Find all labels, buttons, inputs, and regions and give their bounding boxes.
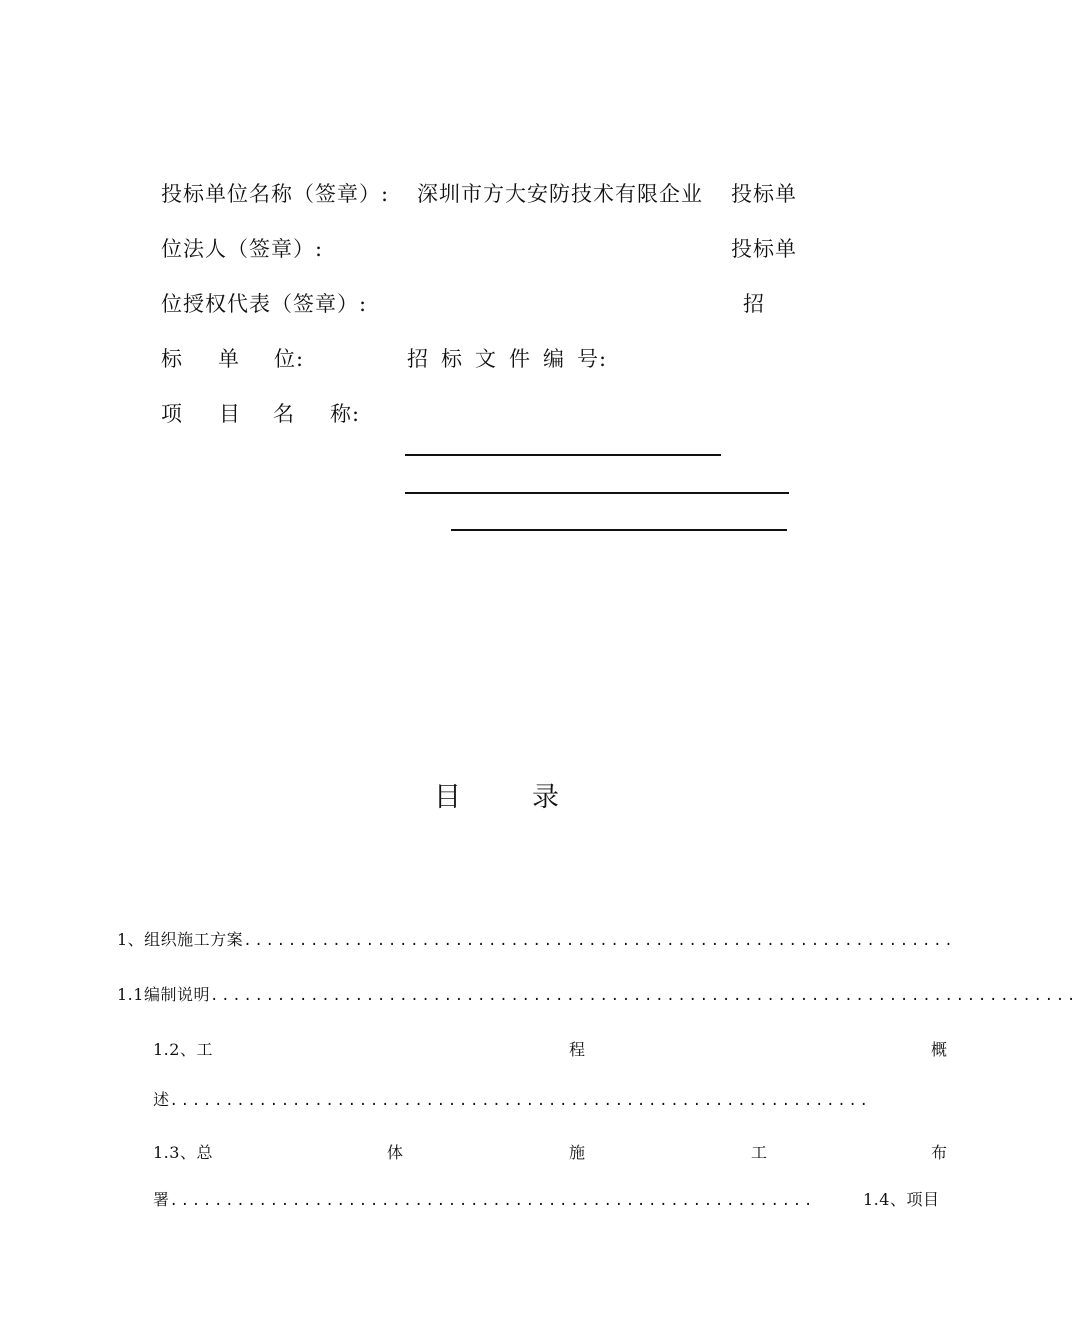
toc-entry-text: 1.2、工 <box>153 1040 213 1059</box>
bidder-legal-label-start: 投标单 <box>731 182 797 206</box>
tender-doc-no-char: 标 <box>441 347 463 371</box>
toc-entry-text: 施 <box>569 1143 586 1162</box>
blank-underline <box>451 529 787 531</box>
toc-entry-text: 概 <box>931 1040 948 1059</box>
toc-leader-dots: .......................................................... <box>169 1193 815 1209</box>
toc-entry-continuation <box>153 1192 857 1208</box>
bidder-rep-label-start: 投标单 <box>731 237 797 261</box>
blank-underline <box>405 492 789 494</box>
tender-doc-no-char: 编 <box>543 347 565 371</box>
tender-doc-no-char: 招 <box>407 347 429 371</box>
toc-leader-dots: ................................................................ <box>243 933 956 949</box>
bidder-rep-label: 位授权代表（签章）: <box>161 292 368 316</box>
toc-entry-continuation <box>153 1092 933 1108</box>
bidder-name-label: 投标单位名称（签章）: <box>161 182 390 206</box>
toc-leader-dots: ............................................................... <box>169 1093 871 1109</box>
toc-entry-text: 1.3、总 <box>153 1143 213 1162</box>
blank-underline <box>405 454 721 456</box>
toc-entry-text: 体 <box>387 1143 404 1162</box>
tender-doc-no-char: 件 <box>509 347 531 371</box>
tender-doc-no-char: 文 <box>475 347 497 371</box>
toc-entry-text: 署 <box>153 1190 170 1209</box>
tender-unit-label-start: 招 <box>743 292 765 316</box>
toc-title-char: 目 <box>434 782 461 813</box>
toc-leader-dots: .............................................................................. <box>209 988 1078 1004</box>
bidder-legal-label: 位法人（签章）: <box>161 237 324 261</box>
tender-doc-no-char: 号: <box>577 347 608 371</box>
toc-entry-text: 述 <box>153 1090 170 1109</box>
toc-entry[interactable] <box>117 930 956 949</box>
toc-entry-text: 程 <box>569 1040 586 1059</box>
project-name-char: 目 <box>219 402 241 426</box>
toc-title-char: 录 <box>532 782 559 813</box>
tender-unit-char: 标 <box>161 347 183 371</box>
toc-entry-text: 1.1编制说明 <box>117 985 210 1004</box>
project-name-char: 名 <box>273 402 295 426</box>
toc-entry-text: 1.4、项目 <box>863 1190 940 1209</box>
toc-entry[interactable] <box>117 985 1078 1004</box>
tender-unit-char: 单 <box>218 347 240 371</box>
bidder-name-value: 深圳市方大安防技术有限企业 <box>417 182 703 206</box>
toc-entry-text: 布 <box>931 1143 948 1162</box>
toc-entry[interactable] <box>863 1192 950 1208</box>
toc-entry-text: 工 <box>751 1143 768 1162</box>
tender-unit-char: 位: <box>274 347 305 371</box>
project-name-char: 项 <box>161 402 183 426</box>
toc-entry-text: 1、组织施工方案 <box>117 930 244 949</box>
project-name-char: 称: <box>330 402 361 426</box>
